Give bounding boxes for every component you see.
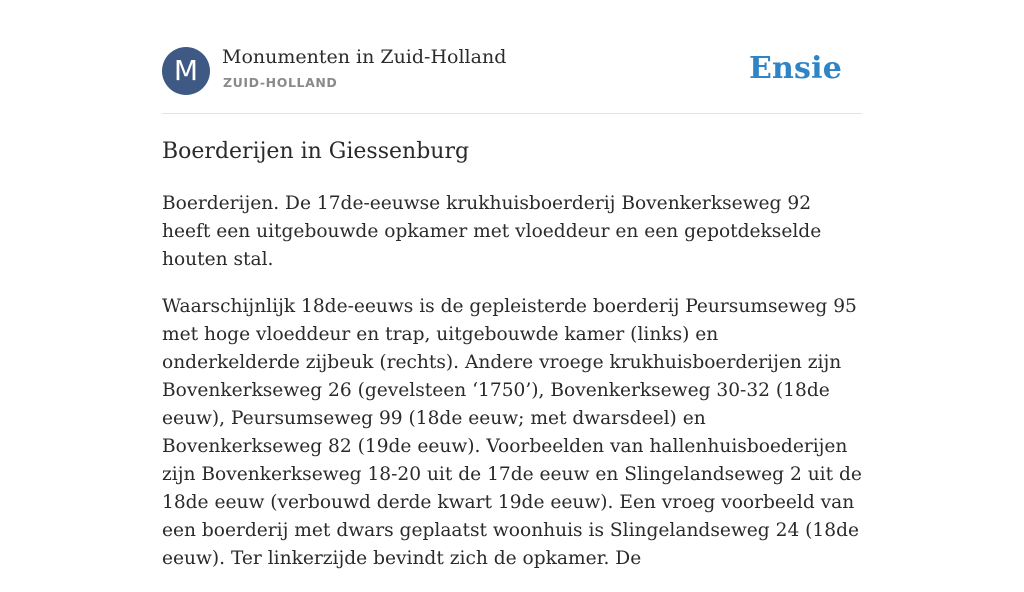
avatar[interactable]: M: [162, 47, 210, 95]
article-body: [162, 190, 862, 592]
header-divider: [162, 113, 862, 114]
site-subtitle[interactable]: ZUID-HOLLAND: [223, 75, 338, 90]
article-paragraph: Boerderijen. De 17de-eeuwse krukhuisboerderij Bovenkerkseweg 92 heeft een uitgebouwde opkamer met vloeddeur en een gepotdekselde houten stal.: [162, 193, 822, 270]
site-title[interactable]: Monumenten in Zuid-Holland: [222, 46, 507, 68]
header: [162, 46, 862, 96]
article-paragraph: Waarschijnlijk 18de-eeuws is de gepleisterde boerderij Peursumseweg 95 met hoge vloeddeur en trap, uitgebouwde kamer (links) en onderkelderde zijbeuk (rechts). Andere vroege krukhuisboerderijen zijn Bovenkerkseweg 26 (gevelsteen ‘1750’), Bovenkerkseweg 30-32 (18de eeuw), Peursumseweg 99 (18de eeuw; met dwarsdeel) en Bovenkerkseweg 82 (19de eeuw). Voorbeelden van hallenhuisboederijen zijn Bovenkerkseweg 18-20 uit de 17de eeuw en Slingelandseweg 2 uit de 18de eeuw (verbouwd derde kwart 19de eeuw). Een vroeg voorbeeld van een boerderij met dwars geplaatst woonhuis is Slingelandseweg 24 (18de eeuw). Ter linkerzijde bevindt zich de opkamer. De: [162, 296, 862, 569]
article-title: Boerderijen in Giessenburg: [162, 139, 470, 164]
brand-logo[interactable]: Ensie: [748, 51, 842, 86]
